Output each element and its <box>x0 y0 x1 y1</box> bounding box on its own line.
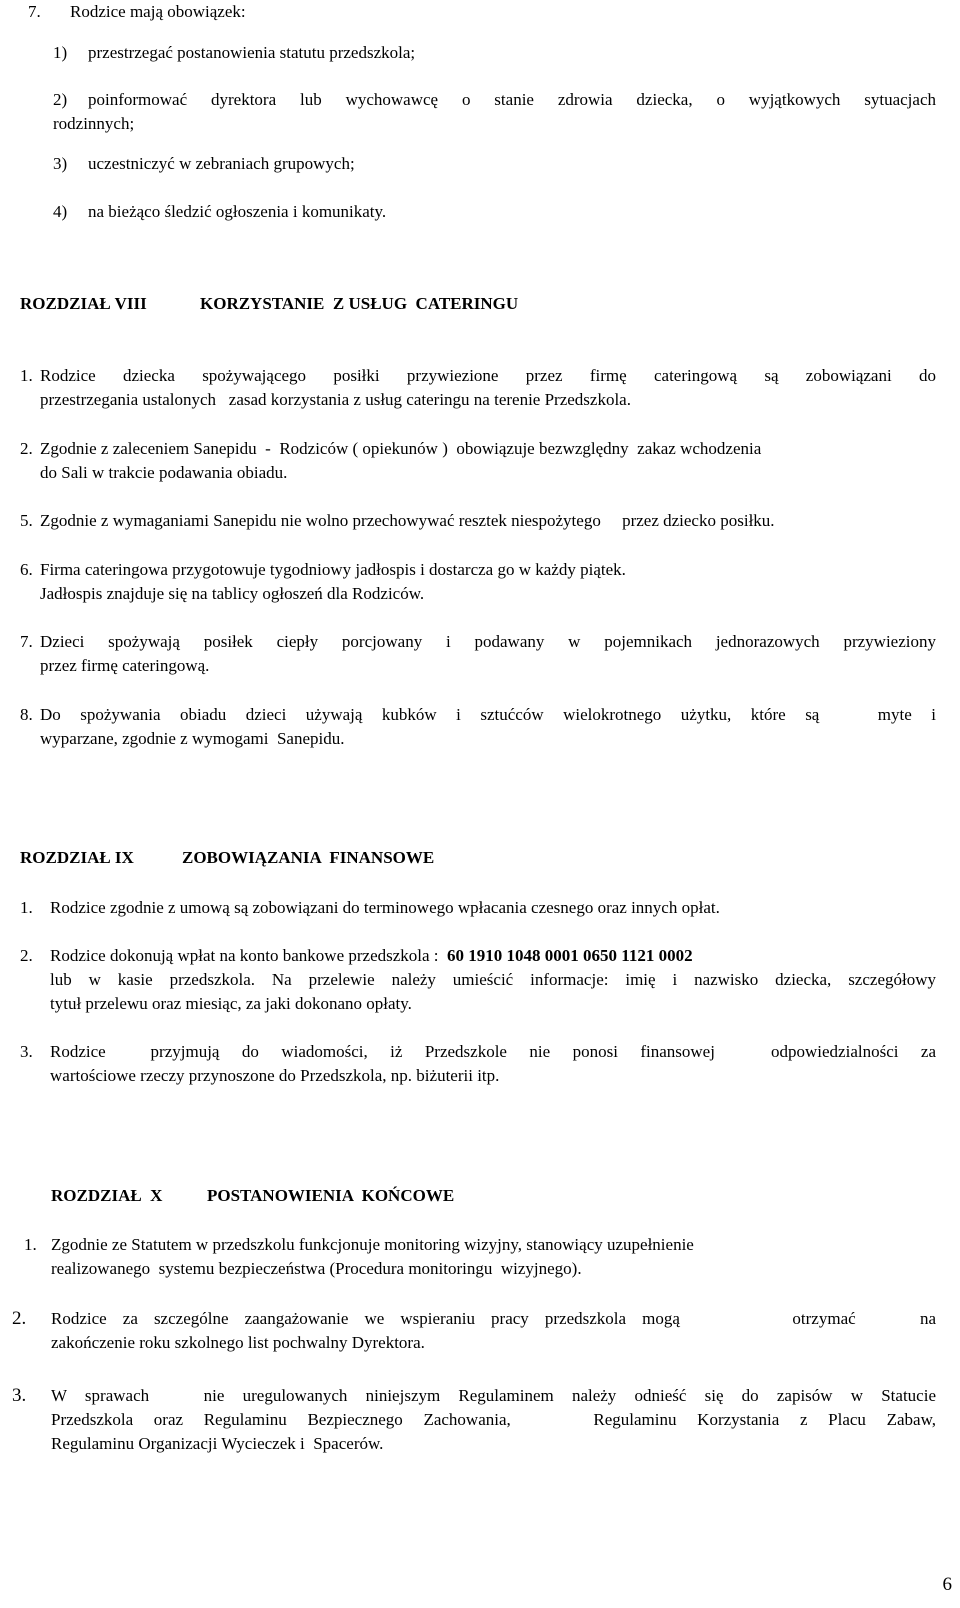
chapter-label: ROZDZIAŁ X <box>51 1186 163 1205</box>
obligation-item: 1) przestrzegać postanowienia statutu przedszkola; <box>53 43 416 62</box>
catering-item: 6. Firma cateringowa przygotowuje tygodniowy jadłospis i dostarcza go w każdy piątek. Jadłospis znajduje się na tablicy ogłoszeń dla Rodziców. <box>20 560 626 603</box>
chapter-title: ZOBOWIĄZANIA FINANSOWE <box>182 848 435 867</box>
catering-item: 8. Do spożywania obiadu dzieci używają kubków i sztućców wielokrotnego użytku, które są myte i wyparzane, zgodnie z wymogami Sanepidu. <box>20 705 936 748</box>
chapter-label: ROZDZIAŁ IX <box>20 848 134 867</box>
finance-item: 2. Rodzice dokonują wpłat na konto bankowe przedszkola : 60 1910 1048 0001 0650 1121 0002 lub w kasie przedszkola. Na przelewie należy umieścić informacje: imię i nazwisko dziecka, szczegółowy tytuł przelewu oraz miesiąc, za jaki dokonano opłaty. <box>20 946 936 1013</box>
page-number: 6 <box>942 1574 952 1595</box>
bank-account-number: 60 1910 1048 0001 0650 1121 0002 <box>447 946 693 965</box>
obligation-item: 3) uczestniczyć w zebraniach grupowych; <box>53 154 355 173</box>
chapter-label: ROZDZIAŁ VIII <box>20 294 147 313</box>
catering-item: 7. Dzieci spożywają posiłek ciepły porcjowany i podawany w pojemnikach jednorazowych przywieziony przez firmę cateringową. <box>20 632 936 675</box>
final-provision-item: 2. Rodzice za szczególne zaangażowanie we wspieraniu pracy przedszkola mogą otrzymać na zakończenie roku szkolnego list pochwalny Dyrektora. <box>12 1308 936 1352</box>
final-provision-item: 1. Zgodnie ze Statutem w przedszkolu funkcjonuje monitoring wizyjny, stanowiący uzupełnienie realizowanego systemu bezpieczeństwa (Procedura monitoringu wizyjnego). <box>24 1235 694 1278</box>
finance-item: 3. Rodzice przyjmują do wiadomości, iż Przedszkole nie ponosi finansowej odpowiedzialności za wartościowe rzeczy przynoszone do Przedszkola, np. biżuterii itp. <box>20 1042 936 1085</box>
finance-item: 1. Rodzice zgodnie z umową są zobowiązani do terminowego wpłacania czesnego oraz innych opłat. <box>20 898 720 917</box>
obligation-item: 2) poinformować dyrektora lub wychowawcę o stanie zdrowia dziecka, o wyjątkowych sytuacjach <box>53 90 936 109</box>
obligation-item-cont: rodzinnych; <box>53 114 135 133</box>
obligations-heading: 7. Rodzice mają obowiązek: <box>28 2 246 21</box>
catering-item: 2. Zgodnie z zaleceniem Sanepidu - Rodziców ( opiekunów ) obowiązuje bezwzględny zakaz wchodzenia do Sali w trakcie podawania obiadu. <box>20 439 762 482</box>
obligation-item: 4) na bieżąco śledzić ogłoszenia i komunikaty. <box>53 202 387 221</box>
catering-item: 1. Rodzice dziecka spożywającego posiłki przywiezione przez firmę cateringową są zobowiązani do przestrzegania ustalonych zasad korzystania z usług cateringu na terenie Przedszkola. <box>20 366 936 409</box>
final-provision-item: 3. W sprawach nie uregulowanych niniejszym Regulaminem należy odnieść się do zapisów w Statucie Przedszkola oraz Regulaminu Bezpiecznego Zachowania, Regulaminu Korzystania z Placu Zabaw, Regulaminu Organizacji Wycieczek i Spacerów. <box>12 1385 936 1453</box>
chapter-title: KORZYSTANIE Z USŁUG CATERINGU <box>200 294 519 313</box>
catering-item: 5. Zgodnie z wymaganiami Sanepidu nie wolno przechowywać resztek niespożytego przez dziecko posiłku. <box>20 511 775 530</box>
chapter-title: POSTANOWIENIA KOŃCOWE <box>207 1186 455 1205</box>
